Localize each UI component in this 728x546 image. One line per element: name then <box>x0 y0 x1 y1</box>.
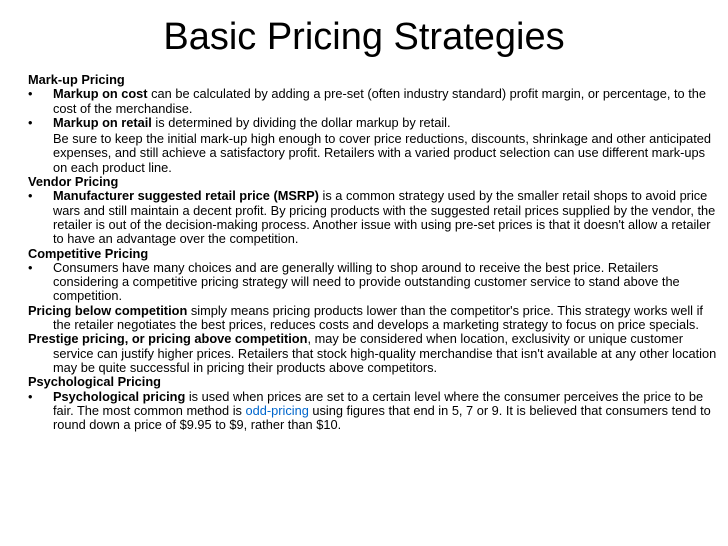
slide-content <box>28 73 718 432</box>
text-markup-on-cost: can be calculated by adding a pre-set (often industry standard) profit margin, or percentage, to the cost of the merchandise. <box>53 86 706 116</box>
markup-note-text: Be sure to keep the initial mark-up high enough to cover price reductions, discounts, shrinkage and other anticipated expenses, and still achieve a satisfactory profit. Retailers with a varied product selection can use different mark-ups on each product line. <box>53 131 712 175</box>
slide-title: Basic Pricing Strategies <box>163 16 565 58</box>
term-markup-on-cost: Markup on cost <box>53 86 148 102</box>
bullet-dot: • <box>28 86 33 102</box>
text-psychological-a: is used when prices are set to a certain level where the consumer perceives the price to be fair. The most common method is <box>53 388 704 418</box>
text-pricing-below: simply means pricing products lower than the competitor's price. This strategy works well if the retailer negotiates the best prices, reduces costs and develops a marketing strategy to focus on price specials. <box>53 302 703 333</box>
bullet-markup-on-retail <box>28 116 718 130</box>
bullet-dot: • <box>28 388 33 404</box>
term-prestige-pricing: Prestige pricing, or pricing above competition <box>28 331 308 347</box>
bullet-dot: • <box>28 188 33 204</box>
heading-psychological-pricing: Psychological Pricing <box>28 374 161 390</box>
odd-pricing-link[interactable]: odd-pricing <box>245 402 309 418</box>
prestige-pricing <box>28 332 718 375</box>
term-msrp: Manufacturer suggested retail price (MSRP) <box>53 188 319 204</box>
markup-note <box>28 132 718 175</box>
term-pricing-below: Pricing below competition <box>28 302 188 318</box>
text-markup-on-retail: is determined by dividing the dollar markup by retail. <box>151 114 451 130</box>
bullet-dot: • <box>28 114 33 130</box>
text-msrp: is a common strategy used by the smaller retail shops to avoid price wars and still maintain a decent profit. By pricing products with the suggested retail prices supplied by the vendor, the retailer is out of the decision-making process. Another issue with using pre-set prices is that it doesn't allow a retailer to have an advantage over the competition. <box>53 188 716 247</box>
term-psychological-pricing: Psychological pricing <box>53 388 186 404</box>
bullet-psychological-pricing <box>28 390 718 433</box>
text-consumers-choices: Consumers have many choices and are generally willing to shop around to receive the best price. Retailers considering a competitive pricing strategy will need to provide outstanding customer service to stand above the competition. <box>53 259 680 304</box>
heading-markup-pricing: Mark-up Pricing <box>28 72 125 87</box>
bullet-dot: • <box>28 259 33 275</box>
heading-competitive-pricing: Competitive Pricing <box>28 245 149 261</box>
bullet-markup-on-cost <box>28 87 718 116</box>
text-psychological-b: using figures that end in 5, 7 or 9. It is believed that consumers tend to round down a price of $9.95 to $9, rather than $10. <box>53 402 711 433</box>
term-markup-on-retail: Markup on retail <box>53 114 152 130</box>
bullet-consumers-choices <box>28 261 718 304</box>
bullet-msrp <box>28 189 718 246</box>
text-prestige-pricing: , may be considered when location, exclusivity or unique customer service can justify higher prices. Retailers that stock high-quality merchandise that isn't available at any other location may be quite successful in pricing their products above competitors. <box>53 331 717 375</box>
heading-vendor-pricing: Vendor Pricing <box>28 174 119 190</box>
pricing-below-competition <box>28 304 718 333</box>
